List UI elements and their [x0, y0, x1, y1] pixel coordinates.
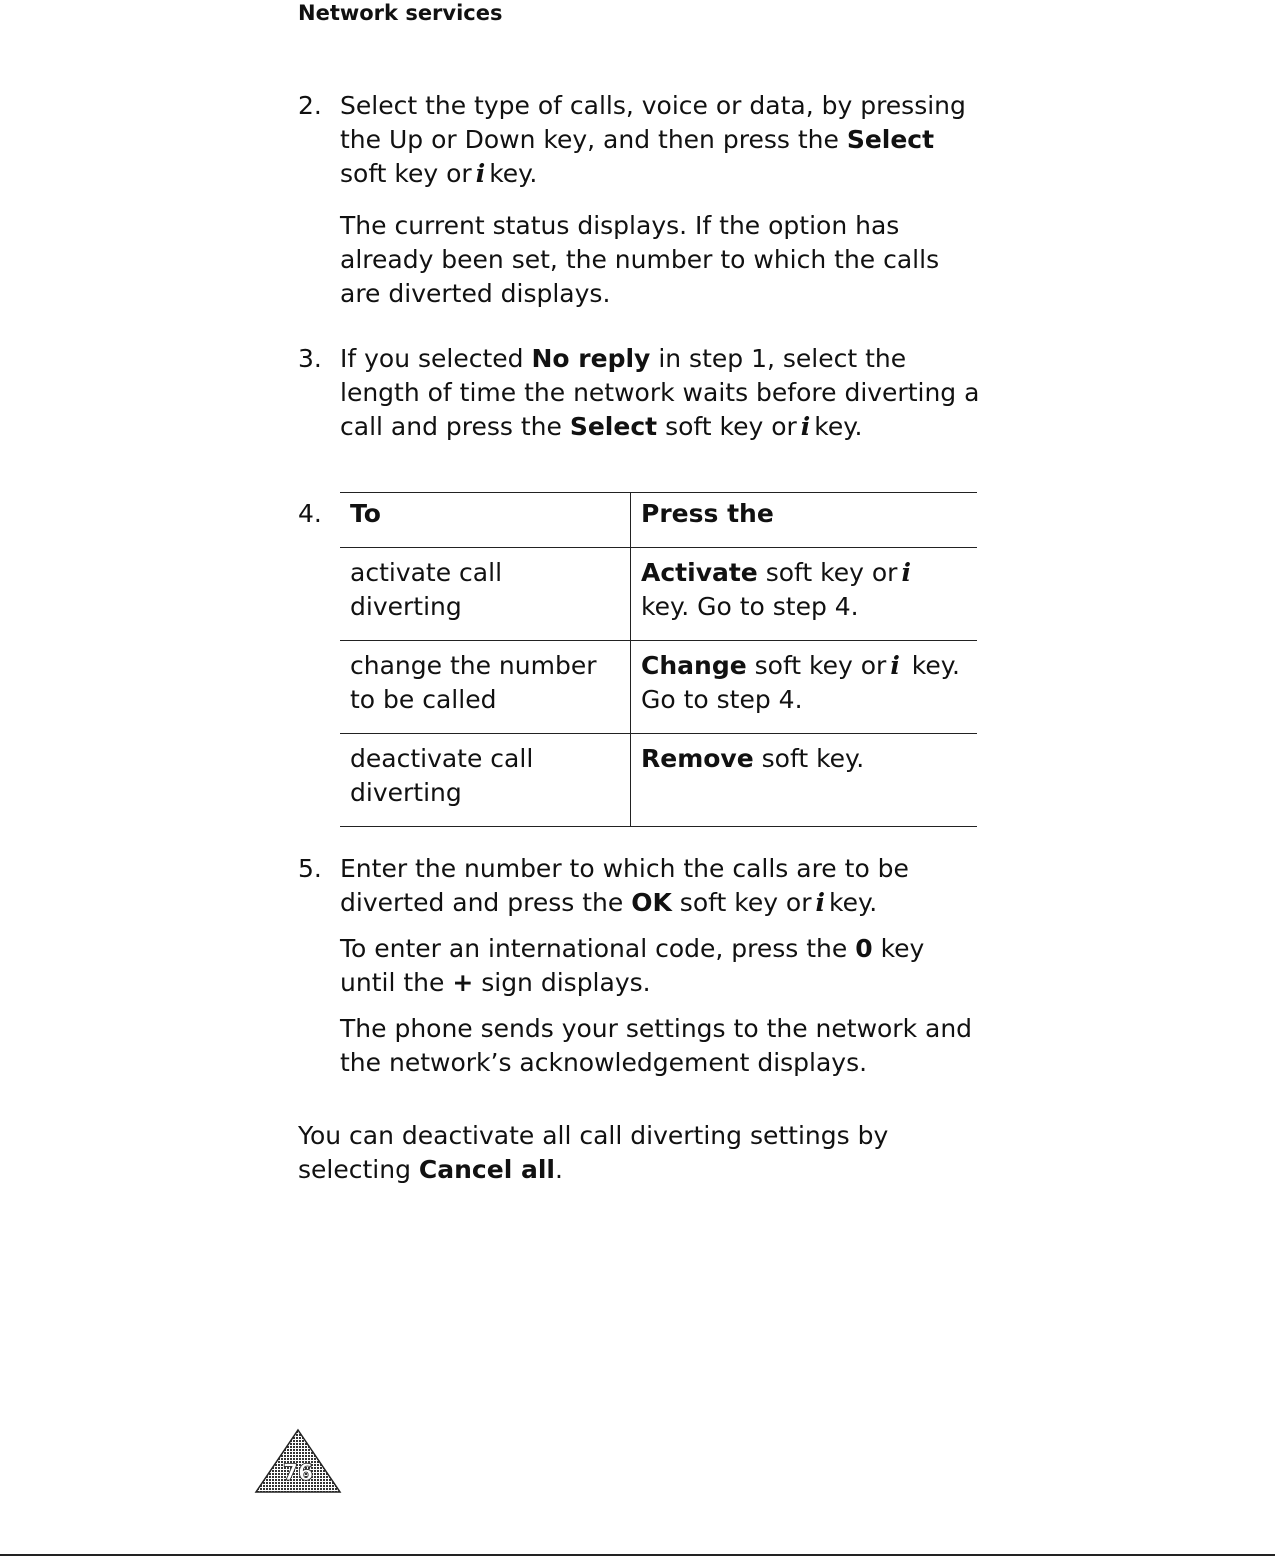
step-number: 2.	[298, 91, 322, 120]
bottom-divider	[0, 1554, 1275, 1556]
step-instruction: Select the type of calls, voice or data, by pressing the Up or Down key, and then press the Select soft key or i key.	[340, 91, 966, 188]
step-instruction: If you selected No reply in step 1, select the length of time the network waits before diverting a call and press the Select soft key or i key.	[340, 344, 980, 441]
i-key-icon: i	[901, 558, 911, 587]
i-key-icon: i	[475, 159, 486, 188]
table-header-row	[340, 493, 977, 548]
page-number-badge	[254, 1428, 342, 1494]
table-row	[340, 734, 977, 827]
key-action-table	[340, 492, 977, 827]
table-row	[340, 641, 977, 734]
page-number: 76	[282, 1461, 314, 1486]
step-body	[340, 342, 980, 462]
step-body	[340, 89, 980, 329]
step-body	[340, 852, 980, 1098]
step-note: The phone sends your settings to the network and the network’s acknowledgement displays.	[340, 1014, 973, 1077]
row-key: Remove soft key.	[631, 734, 978, 827]
running-header: Network services	[298, 1, 503, 25]
i-key-icon: i	[815, 888, 826, 917]
i-key-icon: i	[800, 412, 811, 441]
closing-paragraph: You can deactivate all call diverting settings by selecting Cancel all.	[298, 1121, 889, 1184]
step-note: The current status displays. If the option has already been set, the number to which the calls are diverted displays.	[340, 211, 940, 308]
i-key-icon: i	[890, 651, 900, 680]
row-action: deactivate call diverting	[340, 734, 631, 827]
column-header-to: To	[340, 493, 631, 548]
step-number: 5.	[298, 854, 322, 883]
step-instruction: Enter the number to which the calls are to be diverted and press the OK soft key or i key.	[340, 854, 909, 917]
row-key: Change soft key or i key. Go to step 4.	[631, 641, 978, 734]
row-action: change the number to be called	[340, 641, 631, 734]
step-number: 3.	[298, 344, 322, 373]
step-note: To enter an international code, press the 0 key until the + sign displays.	[340, 934, 925, 997]
row-action: activate call diverting	[340, 548, 631, 641]
step-number: 4.	[298, 499, 322, 528]
column-header-press: Press the	[631, 493, 978, 548]
table-row	[340, 548, 977, 641]
row-key: Activate soft key or i key. Go to step 4.	[631, 548, 978, 641]
